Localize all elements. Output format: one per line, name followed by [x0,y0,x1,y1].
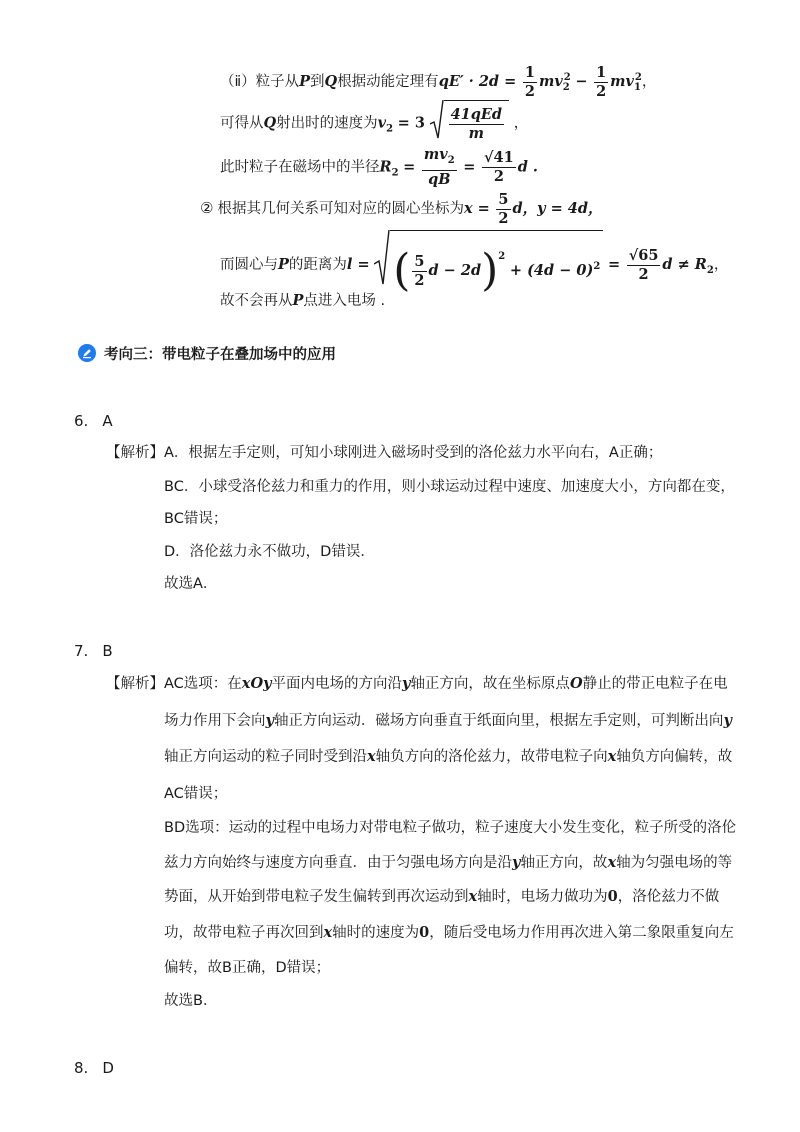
math-v2: v [377,114,387,132]
math-p: P [278,256,289,273]
part-ii-line: （ⅱ）粒子从P到Q根据动能定理有qE′ · 2d = $\frac{1}{2}$ $mv_2^2$ − $\frac{1}{2}$ $mv_1^2$， [220,63,657,100]
math-coords: d，y = 4d， [512,200,603,217]
question-number: 8. [74,1059,89,1077]
fraction-5-2 [496,191,510,228]
sqrt-distance: ( $\frac{5}{2}$ $d - 2d)^2 + (4d - 0)^2$ [374,230,603,300]
denominator: m [468,124,484,142]
text: 根据其几何关系可知对应的圆心坐标为 [217,201,464,217]
radius-line: 此时粒子在磁场中的半径$R_2$ = $\frac{mv_2}{qB}$ = $\frac{√41}{2}$ d . [220,146,538,188]
fraction-sqrt41 [482,149,516,186]
q7-line [164,673,728,695]
text-fragment: O [569,675,583,692]
math-mv1: mv [610,73,634,90]
text: 的距离为 [288,257,347,273]
text: 到 [310,74,325,90]
text-fragment: 轴正方向，故 [520,855,608,871]
numerator: √65 [628,246,659,264]
radical-sign [374,230,390,286]
q7-line [164,746,732,768]
q6-line: BC错误； [164,511,228,527]
denominator: qB [428,171,451,188]
q7-line: AC错误； [164,786,228,802]
text-fragment: 轴正方向运动的粒子同时受到沿 [164,749,367,765]
math-diff: d − 2d [428,262,482,279]
math-r2: R [379,158,392,176]
math-mv2: mv [538,73,563,90]
question-number: 7. [74,642,89,660]
text-fragment: y [512,854,521,871]
math-eq: = 3 [397,114,425,132]
math-x: x = [463,200,490,217]
question-number: 6. [74,412,89,430]
section-header [78,344,336,366]
item-marker: ② [200,199,214,217]
analysis-tag: 【解析】 [106,676,164,692]
denominator: 2 [414,271,425,289]
answer: A [102,412,113,430]
text-fragment: ，洛伦兹力不做 [617,889,720,905]
text: 可得从 [220,115,264,132]
q7-line: BD选项：运动的过程中电场力对带电粒子做功，粒子速度大小发生变化，粒子所受的洛伦 [164,820,737,836]
radical-sign [430,100,444,140]
circle-center-line [200,188,603,228]
numerator: 5 [414,252,425,270]
denominator: 2 [493,168,504,185]
text-fragment: AC选项：在 [164,676,242,692]
question-6-header [74,410,113,432]
answer: B [102,642,113,660]
text-fragment: 0 [607,888,618,905]
math-plus: + (4d − 0) [509,262,594,279]
text-fragment: y [402,675,411,692]
fraction-sqrt65 [627,247,661,284]
sqrt-expression [430,100,510,147]
text-fragment: 0 [419,924,430,941]
text-fragment: 平面内电场的方向沿 [271,676,402,692]
text-fragment: 轴正方向，故在坐标原点 [410,676,570,692]
question-8-header [74,1057,114,1079]
text-fragment: 势面，从开始到带电粒子发生偏转到再次运动到 [164,889,469,905]
section-title: 考向三：带电粒子在叠加场中的应用 [104,347,336,363]
conclusion-line [220,288,385,314]
text-fragment: 轴正方向运动．磁场方向垂直于纸面向里，根据左手定则，可判断出向 [273,713,724,729]
q7-line [164,710,732,732]
q7-line: 故选B． [164,993,218,1009]
q6-line: A．根据左手定则，可知小球刚进入磁场时受到的洛伦兹力水平向右，A正确； [164,445,663,461]
text-fragment: xOy [241,675,272,692]
text-fragment: 功，故带电粒子再次回到 [164,925,324,941]
q7-line [164,886,719,908]
math-work: qE′ · 2d = [438,73,517,90]
denominator: 2 [596,82,607,100]
analysis-tag: 【解析】 [106,445,164,461]
distance-line: 而圆心与P的距离为l = ( $\frac{5}{2}$ $d - 2d)^2 + (4d - 0)^2$ = $\frac{√65}{2}$ $d \ne R_2$， [220,230,728,288]
q7-line: 偏转，故B正确，D错误； [164,960,331,976]
numerator: 1 [596,63,607,81]
text-fragment: 轴负方向的洛伦兹力，故带电粒子向 [375,749,608,765]
comma: ， [713,257,729,273]
edit-pencil-icon [78,344,96,362]
q7-line [164,852,732,874]
text: 点进入电场 . [303,293,386,309]
text: 根据动能定理有 [337,74,439,90]
comma: ， [513,115,529,132]
numerator: √41 [484,149,514,166]
text-fragment: ，随后受电场力作用再次进入第二象限重复向左 [429,925,734,941]
math-p: P [292,292,304,309]
q6-line: D．洛伦兹力永不做功，D错误． [164,544,375,560]
text-fragment: 轴为匀强电场的等 [616,855,733,871]
text: 故不会再从 [220,293,293,309]
numerator: 5 [498,190,509,208]
q6-line: BC．小球受洛伦兹力和重力的作用，则小球运动过程中速度、加速度大小，方向都在变， [164,479,735,495]
minus: − [575,73,588,90]
text: 此时粒子在磁场中的半径 [220,159,380,176]
math-ineq: d ≠ R [662,256,707,273]
numerator: 1 [524,63,535,81]
fraction-mv-qb: $\frac{mv_2}{qB}$ [423,146,455,188]
text-fragment: x [367,748,376,765]
text-fragment: x [607,854,617,871]
denominator: 2 [498,209,509,227]
text-fragment: x [607,748,617,765]
text-fragment: y [723,712,732,729]
fraction-half-2 [594,64,608,101]
text: 而圆心与 [220,257,278,273]
text-fragment: 场力作用下会向 [164,713,266,729]
text-fragment: x [323,924,333,941]
math-q: Q [263,114,277,132]
numerator: mv [423,146,448,163]
text: （ⅱ）粒子从 [220,74,300,90]
numerator: 41qEd [450,105,503,123]
question-7-header [74,640,113,662]
fraction-half [523,64,537,101]
text-fragment: x [468,888,478,905]
equals: = [607,256,621,273]
answer: D [102,1059,114,1077]
text: 射出时的速度为 [276,115,378,132]
text-fragment: 轴负方向偏转，故 [616,749,733,765]
denominator: 2 [524,82,535,100]
math-p: P [299,73,311,90]
q7-line [164,922,734,944]
q6-line: 故选A． [164,576,218,592]
text-fragment: 兹力方向始终与速度方向垂直．由于匀强电场方向是沿 [164,855,512,871]
math-d: d . [517,158,538,176]
math-q: Q [324,73,338,90]
text-fragment: y [265,712,274,729]
text-fragment: 轴时的速度为 [332,925,420,941]
text-fragment: 静止的带正电粒子在电 [582,676,728,692]
denominator: 2 [638,265,649,283]
comma: ， [641,74,657,90]
text-fragment: 轴时，电场力做功为 [477,889,608,905]
math-l: l = [346,256,370,273]
speed-line: 可得从Q射出时的速度为$v_2 = 3$ $\frac{\text{41qEd}}{m}$ ， [220,100,528,146]
